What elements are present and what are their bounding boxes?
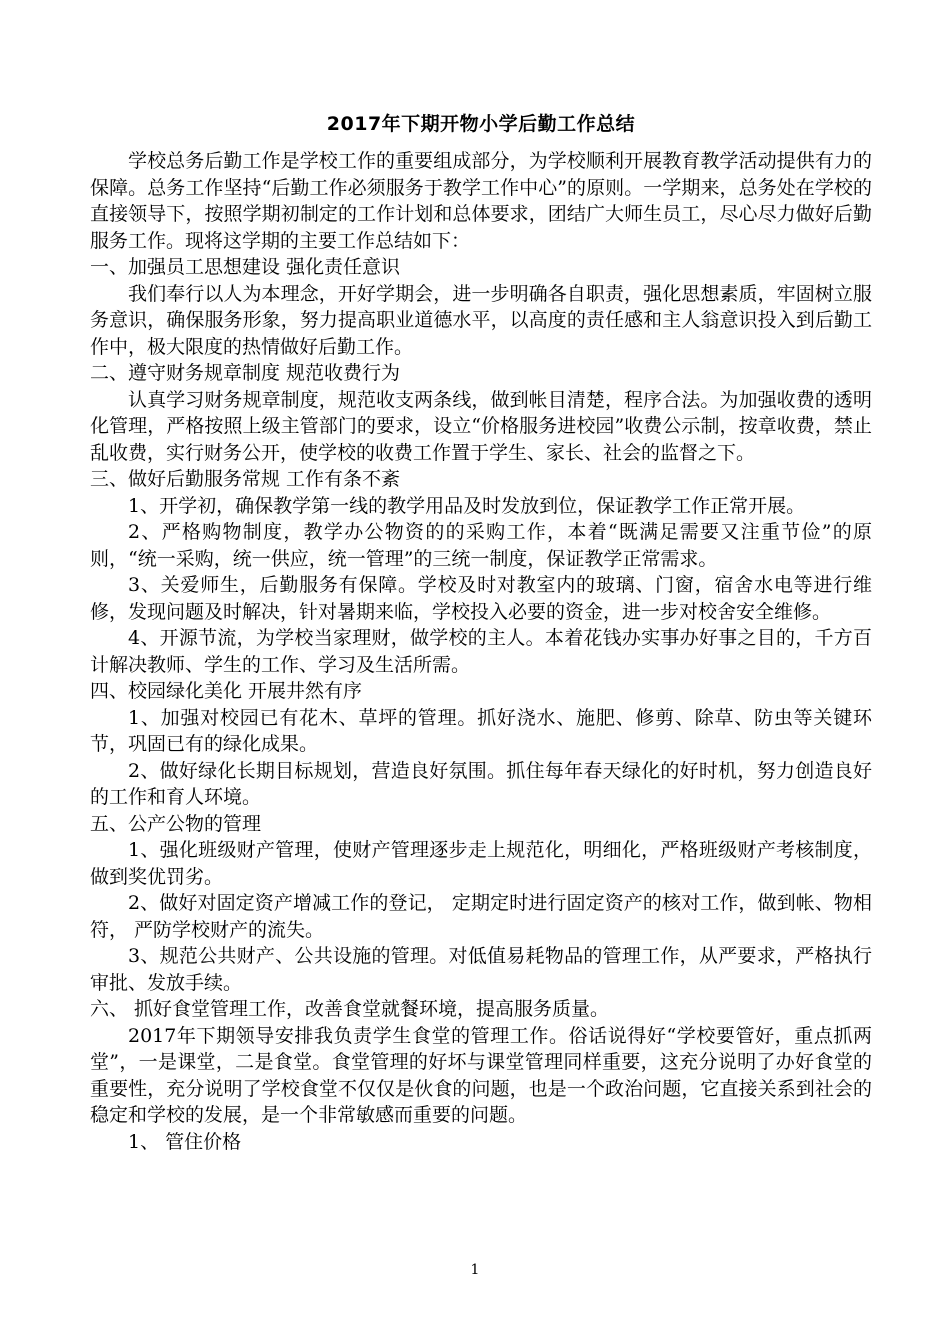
paragraph: 1、 管住价格	[128, 1130, 242, 1153]
document-page	[90, 110, 872, 1155]
paragraph: 我们奉行以人为本理念，开好学期会，进一步明确各自职责，强化思想素质，牢固树立服务意识，确保服务形象，努力提高职业道德水平，以高度的责任感和主人翁意识投入到后勤工作中，极大限度的热情做好后勤工作。	[90, 282, 872, 358]
section-heading: 三、做好后勤服务常规 工作有条不紊	[90, 468, 401, 490]
paragraph: 3、关爱师生，后勤服务有保障。学校及时对教室内的玻璃、门窗，宿舍水电等进行维修，发现问题及时解决，针对暑期来临，学校投入必要的资金，进一步对校舍安全维修。	[90, 574, 872, 623]
paragraph: 3、规范公共财产、公共设施的管理。对低值易耗物品的管理工作，从严要求，严格执行审批、发放手续。	[90, 945, 872, 994]
section-heading: 六、 抓好食堂管理工作，改善食堂就餐环境，提高服务质量。	[90, 998, 610, 1020]
paragraph: 4、开源节流，为学校当家理财，做学校的主人。本着花钱办实事办好事之目的，千方百计解决教师、学生的工作、学习及生活所需。	[90, 627, 872, 676]
section-heading: 二、遵守财务规章制度 规范收费行为	[90, 362, 401, 384]
paragraph: 2、严格购物制度，教学办公物资的的采购工作，本着“既满足需要又注重节俭”的原则，“统一采购，统一供应，统一管理”的三统一制度，保证教学正常需求。	[90, 521, 872, 570]
document-title: 2017年下期开物小学后勤工作总结	[326, 113, 636, 135]
paragraph: 学校总务后勤工作是学校工作的重要组成部分，为学校顺利开展教育教学活动提供有力的保障。总务工作坚持“后勤工作必须服务于教学工作中心”的原则。一学期来，总务处在学校的直接领导下，按照学期初制定的工作计划和总体要求，团结广大师生员工，尽心尽力做好后勤服务工作。现将这学期的主要工作总结如下：	[90, 150, 872, 252]
paragraph: 1、开学初，确保教学第一线的教学用品及时发放到位，保证教学工作正常开展。	[128, 494, 806, 517]
paragraph: 认真学习财务规章制度，规范收支两条线，做到帐目清楚，程序合法。为加强收费的透明化管理，严格按照上级主管部门的要求，设立“价格服务进校园”收费公示制，按章收费，禁止乱收费，实行财务公开，使学校的收费工作置于学生、家长、社会的监督之下。	[90, 388, 872, 464]
section-heading: 四、校园绿化美化 开展井然有序	[90, 680, 363, 702]
paragraph: 2017年下期领导安排我负责学生食堂的管理工作。俗话说得好“学校要管好，重点抓两堂”，一是课堂，二是食堂。食堂管理的好坏与课堂管理同样重要，这充分说明了办好食堂的重要性，充分说明了学校食堂不仅仅是伙食的问题，也是一个政治问题，它直接关系到社会的稳定和学校的发展，是一个非常敏感而重要的问题。	[90, 1024, 872, 1126]
paragraph: 2、做好绿化长期目标规划，营造良好氛围。抓住每年春天绿化的好时机，努力创造良好的工作和育人环境。	[90, 759, 872, 808]
paragraph: 1、强化班级财产管理，使财产管理逐步走上规范化，明细化，严格班级财产考核制度，做到奖优罚劣。	[90, 839, 872, 888]
section-heading: 一、加强员工思想建设 强化责任意识	[90, 256, 401, 278]
paragraph: 1、加强对校园已有花木、草坪的管理。抓好浇水、施肥、修剪、除草、防虫等关键环节，巩固已有的绿化成果。	[90, 706, 872, 755]
section-heading: 五、公产公物的管理	[90, 812, 262, 835]
page-number: 1	[470, 1262, 480, 1278]
paragraph: 2、做好对固定资产增减工作的登记， 定期定时进行固定资产的核对工作，做到帐、物相符， 严防学校财产的流失。	[90, 892, 872, 941]
document-body	[90, 148, 872, 1155]
